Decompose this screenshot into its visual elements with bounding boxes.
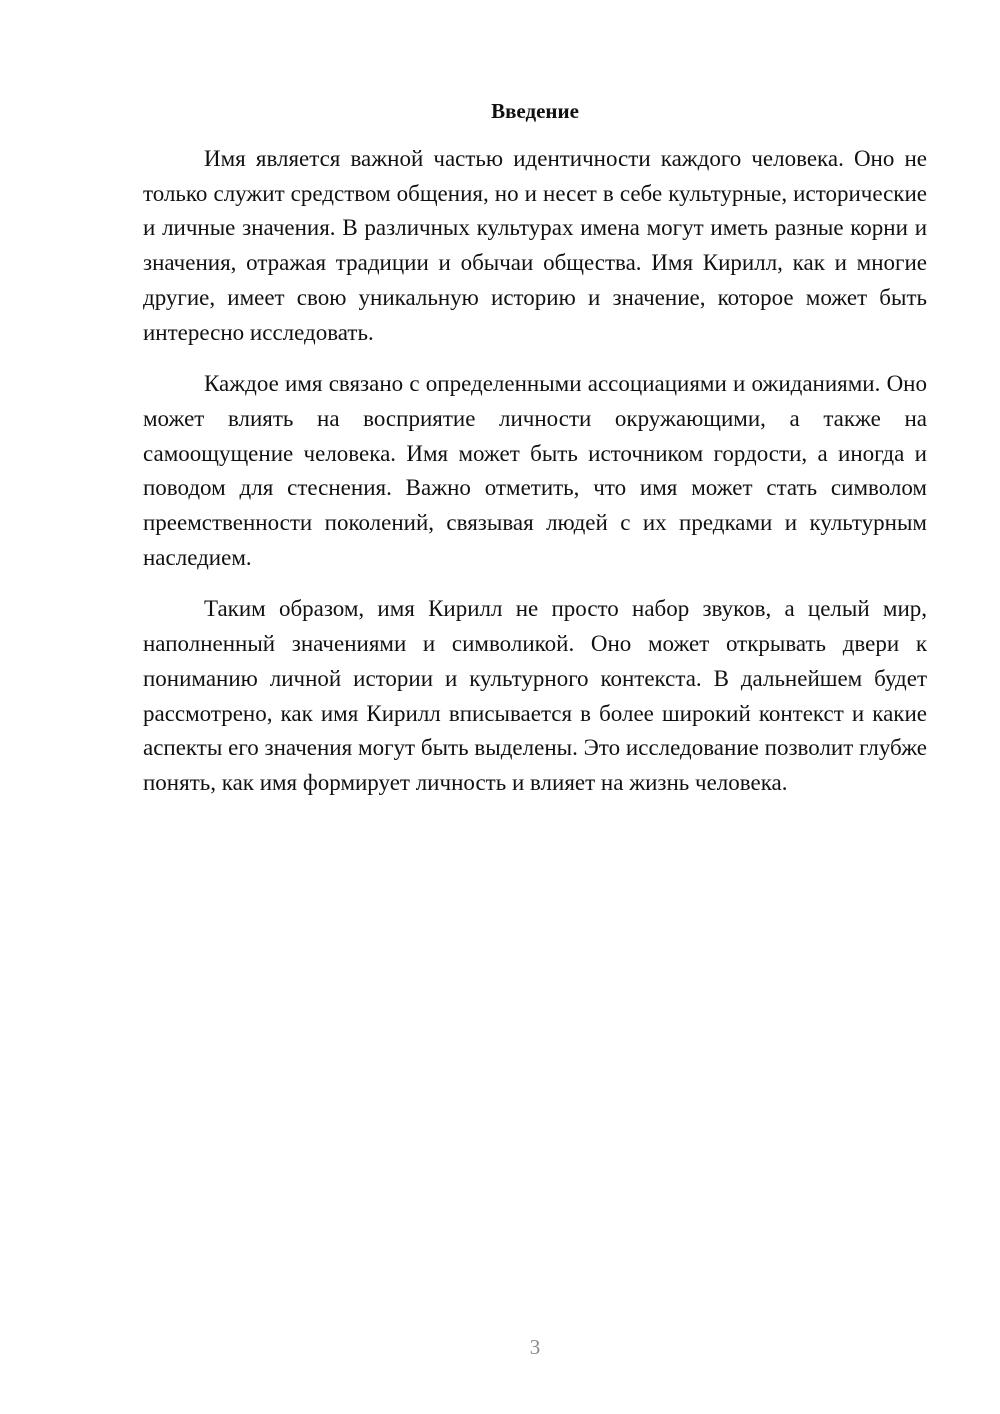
paragraph-2: Каждое имя связано с определенными ассоциациями и ожиданиями. Оно может влиять на восприятие личности окружающими, а также на самоощущение человека. Имя может быть источником гордости, а иногда и поводом для стеснения. Важно отметить, что имя может стать символом преемственности поколений, связывая людей с их предками и культурным наследием.: [143, 371, 927, 570]
paragraph-3: Таким образом, имя Кирилл не просто набор звуков, а целый мир, наполненный значениями и символикой. Оно может открывать двери к пониманию личной истории и культурного контекста. В дальнейшем будет рассмотрено, как имя Кирилл вписывается в более широкий контекст и какие аспекты его значения могут быть выделены. Это исследование позволит глубже понять, как имя формирует личность и влияет на жизнь человека.: [143, 596, 927, 795]
section-title: Введение: [491, 99, 579, 123]
paragraph-1: Имя является важной частью идентичности каждого человека. Оно не только служит средством общения, но и несет в себе культурные, исторические и личные значения. В различных культурах имена могут иметь разные корни и значения, отражая традиции и обычаи общества. Имя Кирилл, как и многие другие, имеет свою уникальную историю и значение, которое может быть интересно исследовать.: [143, 146, 927, 345]
body-text: [143, 142, 927, 818]
page-number: 3: [529, 1335, 541, 1359]
